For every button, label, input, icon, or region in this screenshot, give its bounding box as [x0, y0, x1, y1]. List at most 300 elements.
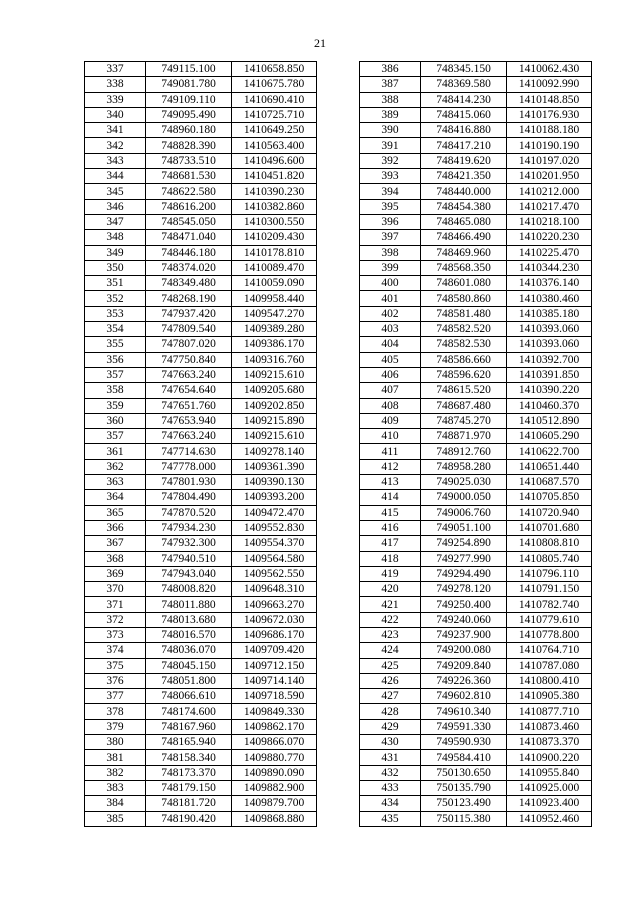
y-coordinate-cell: 1409393.200: [232, 490, 317, 505]
y-coordinate-cell: 1410701.680: [507, 520, 592, 535]
table-row: [85, 199, 317, 214]
x-coordinate-cell: 748745.270: [421, 413, 507, 428]
x-coordinate-cell: 748622.580: [146, 184, 232, 199]
y-coordinate-cell: 1409880.770: [232, 750, 317, 765]
y-coordinate-cell: 1410218.100: [507, 214, 592, 229]
x-coordinate-cell: 748681.530: [146, 169, 232, 184]
point-number-cell: 361: [85, 444, 146, 459]
y-coordinate-cell: 1409316.760: [232, 352, 317, 367]
point-number-cell: 417: [360, 536, 421, 551]
point-number-cell: 368: [85, 551, 146, 566]
table-row: [360, 582, 592, 597]
table-row: [85, 169, 317, 184]
table-row: [360, 260, 592, 275]
point-number-cell: 424: [360, 643, 421, 658]
table-row: [360, 627, 592, 642]
table-row: [85, 245, 317, 260]
point-number-cell: 370: [85, 582, 146, 597]
point-number-cell: 376: [85, 673, 146, 688]
x-coordinate-cell: 748828.390: [146, 138, 232, 153]
point-number-cell: 346: [85, 199, 146, 214]
y-coordinate-cell: 1409205.680: [232, 383, 317, 398]
point-number-cell: 406: [360, 367, 421, 382]
table-row: [360, 230, 592, 245]
table-row: [85, 260, 317, 275]
x-coordinate-cell: 748179.150: [146, 780, 232, 795]
coordinates-table-left: [84, 61, 317, 827]
y-coordinate-cell: 1410605.290: [507, 429, 592, 444]
point-number-cell: 418: [360, 551, 421, 566]
point-number-cell: 414: [360, 490, 421, 505]
point-number-cell: 354: [85, 322, 146, 337]
point-number-cell: 399: [360, 260, 421, 275]
table-row: [85, 214, 317, 229]
y-coordinate-cell: 1409862.170: [232, 719, 317, 734]
x-coordinate-cell: 749250.400: [421, 597, 507, 612]
y-coordinate-cell: 1410460.370: [507, 398, 592, 413]
x-coordinate-cell: 750130.650: [421, 765, 507, 780]
point-number-cell: 428: [360, 704, 421, 719]
x-coordinate-cell: 747870.520: [146, 505, 232, 520]
y-coordinate-cell: 1409389.280: [232, 322, 317, 337]
y-coordinate-cell: 1409663.270: [232, 597, 317, 612]
x-coordinate-cell: 749095.490: [146, 107, 232, 122]
table-row: [360, 566, 592, 581]
point-number-cell: 344: [85, 169, 146, 184]
y-coordinate-cell: 1410877.710: [507, 704, 592, 719]
point-number-cell: 355: [85, 337, 146, 352]
point-number-cell: 377: [85, 689, 146, 704]
point-number-cell: 360: [85, 413, 146, 428]
y-coordinate-cell: 1410658.850: [232, 62, 317, 77]
point-number-cell: 413: [360, 475, 421, 490]
table-row: [360, 520, 592, 535]
x-coordinate-cell: 747807.020: [146, 337, 232, 352]
y-coordinate-cell: 1410649.250: [232, 123, 317, 138]
table-row: [85, 77, 317, 92]
table-row: [360, 398, 592, 413]
y-coordinate-cell: 1410220.230: [507, 230, 592, 245]
y-coordinate-cell: 1409215.610: [232, 429, 317, 444]
table-row: [85, 673, 317, 688]
point-number-cell: 371: [85, 597, 146, 612]
x-coordinate-cell: 748733.510: [146, 153, 232, 168]
x-coordinate-cell: 748616.200: [146, 199, 232, 214]
table-row: [85, 184, 317, 199]
y-coordinate-cell: 1409718.590: [232, 689, 317, 704]
point-number-cell: 427: [360, 689, 421, 704]
y-coordinate-cell: 1409215.610: [232, 367, 317, 382]
x-coordinate-cell: 747801.930: [146, 475, 232, 490]
x-coordinate-cell: 749237.900: [421, 627, 507, 642]
y-coordinate-cell: 1410148.850: [507, 92, 592, 107]
point-number-cell: 385: [85, 811, 146, 826]
x-coordinate-cell: 748349.480: [146, 276, 232, 291]
point-number-cell: 429: [360, 719, 421, 734]
table-row: [360, 811, 592, 826]
table-row: [360, 107, 592, 122]
point-number-cell: 357: [85, 429, 146, 444]
x-coordinate-cell: 747804.490: [146, 490, 232, 505]
table-row: [360, 245, 592, 260]
x-coordinate-cell: 748414.230: [421, 92, 507, 107]
table-row: [360, 459, 592, 474]
x-coordinate-cell: 748687.480: [421, 398, 507, 413]
x-coordinate-cell: 749209.840: [421, 658, 507, 673]
point-number-cell: 375: [85, 658, 146, 673]
table-row: [360, 444, 592, 459]
point-number-cell: 348: [85, 230, 146, 245]
x-coordinate-cell: 748045.150: [146, 658, 232, 673]
coordinates-table-right: [359, 61, 592, 827]
point-number-cell: 366: [85, 520, 146, 535]
point-number-cell: 373: [85, 627, 146, 642]
x-coordinate-cell: 748469.960: [421, 245, 507, 260]
table-row: [360, 77, 592, 92]
table-row: [85, 796, 317, 811]
y-coordinate-cell: 1410209.430: [232, 230, 317, 245]
x-coordinate-cell: 748416.880: [421, 123, 507, 138]
x-coordinate-cell: 748960.180: [146, 123, 232, 138]
y-coordinate-cell: 1410451.820: [232, 169, 317, 184]
table-row: [85, 582, 317, 597]
table-row: [360, 765, 592, 780]
y-coordinate-cell: 1410923.400: [507, 796, 592, 811]
point-number-cell: 353: [85, 306, 146, 321]
point-number-cell: 367: [85, 536, 146, 551]
point-number-cell: 423: [360, 627, 421, 642]
point-number-cell: 351: [85, 276, 146, 291]
point-number-cell: 402: [360, 306, 421, 321]
point-number-cell: 340: [85, 107, 146, 122]
table-row: [360, 689, 592, 704]
table-row: [85, 719, 317, 734]
y-coordinate-cell: 1410925.000: [507, 780, 592, 795]
table-row: [360, 673, 592, 688]
table-row: [85, 367, 317, 382]
x-coordinate-cell: 748545.050: [146, 214, 232, 229]
point-number-cell: 403: [360, 322, 421, 337]
y-coordinate-cell: 1409714.140: [232, 673, 317, 688]
table-row: [85, 536, 317, 551]
x-coordinate-cell: 748268.190: [146, 291, 232, 306]
table-row: [85, 780, 317, 795]
point-number-cell: 432: [360, 765, 421, 780]
x-coordinate-cell: 747940.510: [146, 551, 232, 566]
x-coordinate-cell: 747714.630: [146, 444, 232, 459]
y-coordinate-cell: 1410382.860: [232, 199, 317, 214]
point-number-cell: 425: [360, 658, 421, 673]
x-coordinate-cell: 749584.410: [421, 750, 507, 765]
y-coordinate-cell: 1410808.810: [507, 536, 592, 551]
x-coordinate-cell: 748013.680: [146, 612, 232, 627]
x-coordinate-cell: 748016.570: [146, 627, 232, 642]
point-number-cell: 349: [85, 245, 146, 260]
point-number-cell: 382: [85, 765, 146, 780]
y-coordinate-cell: 1410512.890: [507, 413, 592, 428]
table-row: [85, 429, 317, 444]
point-number-cell: 342: [85, 138, 146, 153]
y-coordinate-cell: 1410764.710: [507, 643, 592, 658]
table-row: [85, 566, 317, 581]
point-number-cell: 352: [85, 291, 146, 306]
table-row: [85, 92, 317, 107]
point-number-cell: 345: [85, 184, 146, 199]
y-coordinate-cell: 1410225.470: [507, 245, 592, 260]
table-row: [360, 276, 592, 291]
point-number-cell: 380: [85, 735, 146, 750]
x-coordinate-cell: 747778.000: [146, 459, 232, 474]
x-coordinate-cell: 749240.060: [421, 612, 507, 627]
x-coordinate-cell: 749226.360: [421, 673, 507, 688]
x-coordinate-cell: 748912.760: [421, 444, 507, 459]
x-coordinate-cell: 749591.330: [421, 719, 507, 734]
x-coordinate-cell: 749081.780: [146, 77, 232, 92]
y-coordinate-cell: 1410212.000: [507, 184, 592, 199]
y-coordinate-cell: 1409958.440: [232, 291, 317, 306]
table-row: [360, 413, 592, 428]
table-row: [360, 138, 592, 153]
y-coordinate-cell: 1409361.390: [232, 459, 317, 474]
table-row: [85, 735, 317, 750]
table-row: [360, 352, 592, 367]
point-number-cell: 426: [360, 673, 421, 688]
y-coordinate-cell: 1409882.900: [232, 780, 317, 795]
table-row: [360, 322, 592, 337]
point-number-cell: 362: [85, 459, 146, 474]
table-row: [85, 306, 317, 321]
point-number-cell: 421: [360, 597, 421, 612]
x-coordinate-cell: 749278.120: [421, 582, 507, 597]
table-row: [360, 429, 592, 444]
table-row: [85, 627, 317, 642]
x-coordinate-cell: 748421.350: [421, 169, 507, 184]
x-coordinate-cell: 748466.490: [421, 230, 507, 245]
table-row: [85, 398, 317, 413]
x-coordinate-cell: 748158.340: [146, 750, 232, 765]
table-row: [85, 704, 317, 719]
x-coordinate-cell: 748580.860: [421, 291, 507, 306]
point-number-cell: 408: [360, 398, 421, 413]
y-coordinate-cell: 1410687.570: [507, 475, 592, 490]
y-coordinate-cell: 1409890.090: [232, 765, 317, 780]
x-coordinate-cell: 747934.230: [146, 520, 232, 535]
table-row: [85, 138, 317, 153]
point-number-cell: 379: [85, 719, 146, 734]
x-coordinate-cell: 747653.940: [146, 413, 232, 428]
table-row: [85, 811, 317, 826]
point-number-cell: 384: [85, 796, 146, 811]
y-coordinate-cell: 1409712.150: [232, 658, 317, 673]
x-coordinate-cell: 748415.060: [421, 107, 507, 122]
point-number-cell: 409: [360, 413, 421, 428]
y-coordinate-cell: 1410796.110: [507, 566, 592, 581]
y-coordinate-cell: 1410178.810: [232, 245, 317, 260]
y-coordinate-cell: 1410563.400: [232, 138, 317, 153]
table-row: [360, 337, 592, 352]
y-coordinate-cell: 1409386.170: [232, 337, 317, 352]
x-coordinate-cell: 748440.000: [421, 184, 507, 199]
y-coordinate-cell: 1410062.430: [507, 62, 592, 77]
point-number-cell: 365: [85, 505, 146, 520]
x-coordinate-cell: 748345.150: [421, 62, 507, 77]
x-coordinate-cell: 747663.240: [146, 367, 232, 382]
x-coordinate-cell: 749109.110: [146, 92, 232, 107]
point-number-cell: 395: [360, 199, 421, 214]
y-coordinate-cell: 1409564.580: [232, 551, 317, 566]
point-number-cell: 431: [360, 750, 421, 765]
x-coordinate-cell: 748051.800: [146, 673, 232, 688]
x-coordinate-cell: 748615.520: [421, 383, 507, 398]
table-row: [360, 490, 592, 505]
y-coordinate-cell: 1410391.850: [507, 367, 592, 382]
table-row: [85, 230, 317, 245]
point-number-cell: 387: [360, 77, 421, 92]
y-coordinate-cell: 1410390.220: [507, 383, 592, 398]
y-coordinate-cell: 1410176.930: [507, 107, 592, 122]
point-number-cell: 407: [360, 383, 421, 398]
y-coordinate-cell: 1410092.990: [507, 77, 592, 92]
point-number-cell: 401: [360, 291, 421, 306]
y-coordinate-cell: 1410779.610: [507, 612, 592, 627]
x-coordinate-cell: 749115.100: [146, 62, 232, 77]
table-row: [85, 551, 317, 566]
y-coordinate-cell: 1410955.840: [507, 765, 592, 780]
y-coordinate-cell: 1410392.700: [507, 352, 592, 367]
table-row: [360, 643, 592, 658]
point-number-cell: 372: [85, 612, 146, 627]
y-coordinate-cell: 1410217.470: [507, 199, 592, 214]
y-coordinate-cell: 1410873.460: [507, 719, 592, 734]
table-row: [85, 153, 317, 168]
y-coordinate-cell: 1410782.740: [507, 597, 592, 612]
x-coordinate-cell: 748417.210: [421, 138, 507, 153]
x-coordinate-cell: 748471.040: [146, 230, 232, 245]
x-coordinate-cell: 749602.810: [421, 689, 507, 704]
table-row: [360, 383, 592, 398]
y-coordinate-cell: 1410690.410: [232, 92, 317, 107]
point-number-cell: 389: [360, 107, 421, 122]
table-row: [85, 643, 317, 658]
y-coordinate-cell: 1409709.420: [232, 643, 317, 658]
y-coordinate-cell: 1410089.470: [232, 260, 317, 275]
x-coordinate-cell: 749000.050: [421, 490, 507, 505]
table-row: [360, 475, 592, 490]
table-row: [85, 352, 317, 367]
x-coordinate-cell: 749277.990: [421, 551, 507, 566]
y-coordinate-cell: 1410725.710: [232, 107, 317, 122]
table-row: [360, 612, 592, 627]
table-row: [85, 107, 317, 122]
table-row: [85, 750, 317, 765]
table-row: [360, 536, 592, 551]
point-number-cell: 397: [360, 230, 421, 245]
x-coordinate-cell: 748871.970: [421, 429, 507, 444]
y-coordinate-cell: 1409278.140: [232, 444, 317, 459]
point-number-cell: 357: [85, 367, 146, 382]
x-coordinate-cell: 749590.930: [421, 735, 507, 750]
point-number-cell: 422: [360, 612, 421, 627]
y-coordinate-cell: 1410496.600: [232, 153, 317, 168]
point-number-cell: 363: [85, 475, 146, 490]
point-number-cell: 378: [85, 704, 146, 719]
y-coordinate-cell: 1410393.060: [507, 337, 592, 352]
point-number-cell: 356: [85, 352, 146, 367]
table-row: [85, 62, 317, 77]
y-coordinate-cell: 1410651.440: [507, 459, 592, 474]
y-coordinate-cell: 1409868.880: [232, 811, 317, 826]
table-row: [85, 444, 317, 459]
y-coordinate-cell: 1410622.700: [507, 444, 592, 459]
table-row: [360, 199, 592, 214]
table-row: [85, 475, 317, 490]
y-coordinate-cell: 1410197.020: [507, 153, 592, 168]
y-coordinate-cell: 1409202.850: [232, 398, 317, 413]
table-row: [85, 505, 317, 520]
x-coordinate-cell: 750123.490: [421, 796, 507, 811]
y-coordinate-cell: 1410188.180: [507, 123, 592, 138]
x-coordinate-cell: 748582.530: [421, 337, 507, 352]
x-coordinate-cell: 747937.420: [146, 306, 232, 321]
point-number-cell: 337: [85, 62, 146, 77]
y-coordinate-cell: 1410805.740: [507, 551, 592, 566]
table-row: [85, 413, 317, 428]
y-coordinate-cell: 1409866.070: [232, 735, 317, 750]
x-coordinate-cell: 749610.340: [421, 704, 507, 719]
point-number-cell: 393: [360, 169, 421, 184]
y-coordinate-cell: 1410385.180: [507, 306, 592, 321]
table-row: [360, 184, 592, 199]
point-number-cell: 383: [85, 780, 146, 795]
y-coordinate-cell: 1410344.230: [507, 260, 592, 275]
table-row: [360, 750, 592, 765]
x-coordinate-cell: 748165.940: [146, 735, 232, 750]
table-row: [360, 780, 592, 795]
x-coordinate-cell: 749254.890: [421, 536, 507, 551]
x-coordinate-cell: 747654.640: [146, 383, 232, 398]
y-coordinate-cell: 1410778.800: [507, 627, 592, 642]
point-number-cell: 433: [360, 780, 421, 795]
x-coordinate-cell: 748568.350: [421, 260, 507, 275]
y-coordinate-cell: 1409472.470: [232, 505, 317, 520]
x-coordinate-cell: 750135.790: [421, 780, 507, 795]
y-coordinate-cell: 1410201.950: [507, 169, 592, 184]
y-coordinate-cell: 1410059.090: [232, 276, 317, 291]
point-number-cell: 386: [360, 62, 421, 77]
x-coordinate-cell: 749025.030: [421, 475, 507, 490]
table-row: [85, 337, 317, 352]
table-row: [360, 291, 592, 306]
table-row: [360, 214, 592, 229]
table-row: [85, 490, 317, 505]
y-coordinate-cell: 1410390.230: [232, 184, 317, 199]
x-coordinate-cell: 748369.580: [421, 77, 507, 92]
x-coordinate-cell: 748173.370: [146, 765, 232, 780]
table-row: [360, 153, 592, 168]
x-coordinate-cell: 748601.080: [421, 276, 507, 291]
y-coordinate-cell: 1409552.830: [232, 520, 317, 535]
x-coordinate-cell: 748066.610: [146, 689, 232, 704]
point-number-cell: 410: [360, 429, 421, 444]
x-coordinate-cell: 749006.760: [421, 505, 507, 520]
table-row: [360, 123, 592, 138]
y-coordinate-cell: 1409547.270: [232, 306, 317, 321]
table-row: [360, 551, 592, 566]
point-number-cell: 434: [360, 796, 421, 811]
x-coordinate-cell: 747651.760: [146, 398, 232, 413]
point-number-cell: 339: [85, 92, 146, 107]
x-coordinate-cell: 748958.280: [421, 459, 507, 474]
